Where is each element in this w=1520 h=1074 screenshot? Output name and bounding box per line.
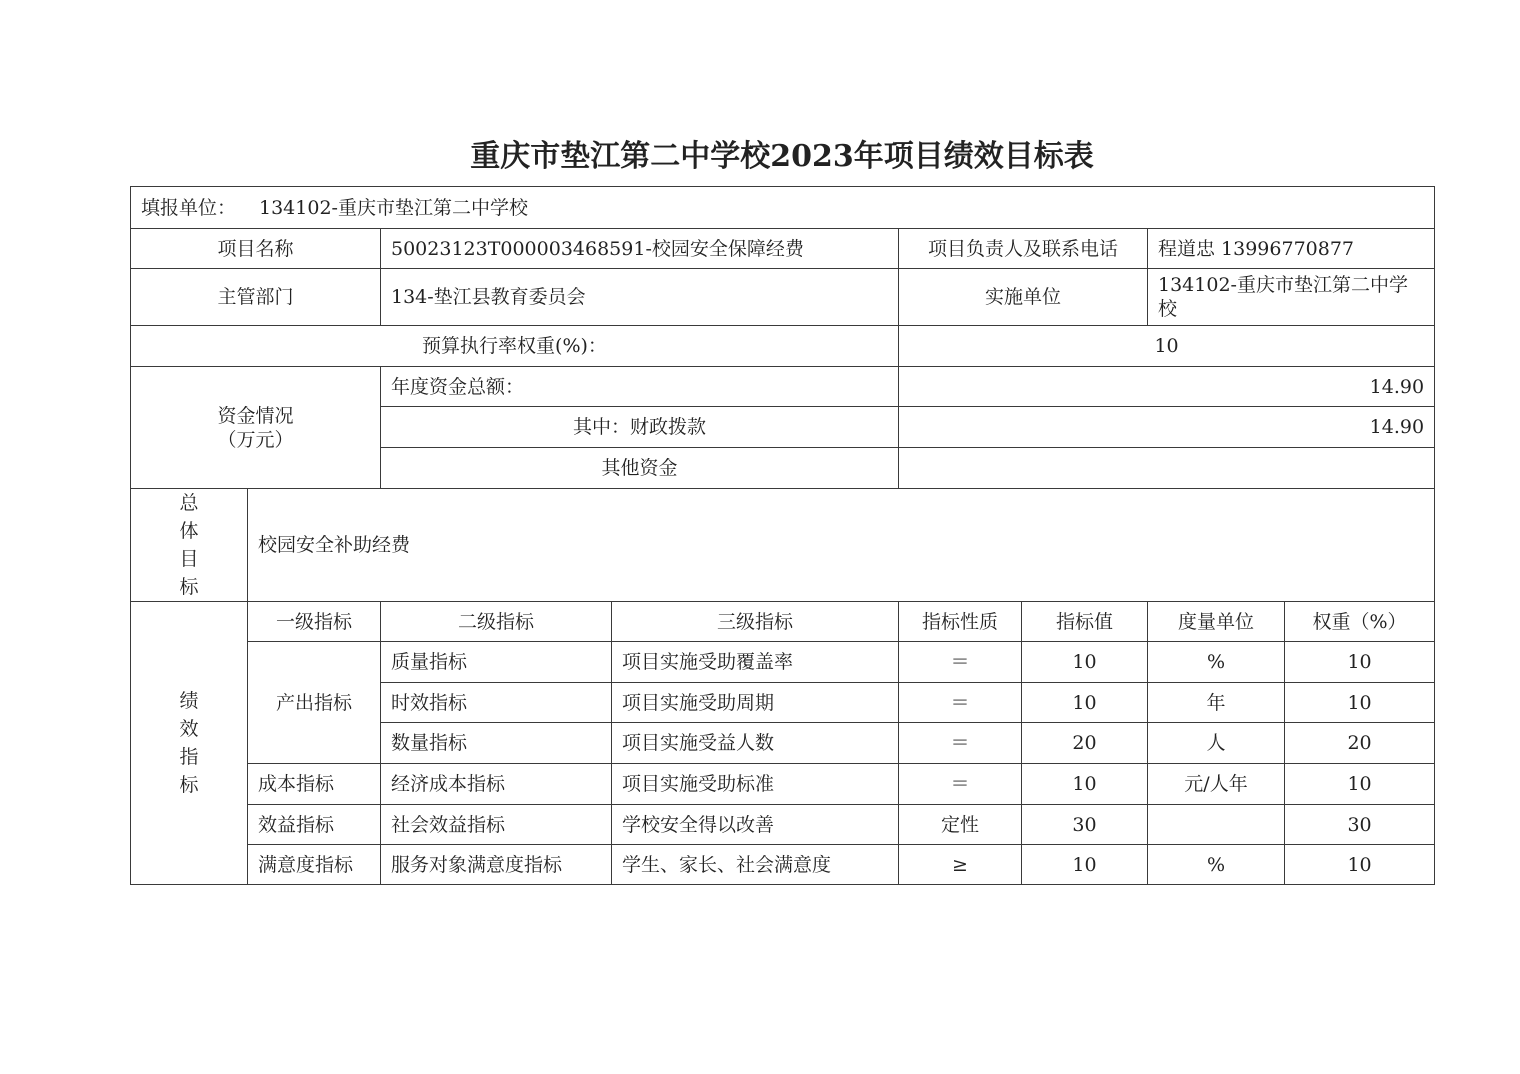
weight-cell: 30 <box>1285 805 1435 845</box>
project-name-row <box>131 229 1435 269</box>
header-level2: 二级指标 <box>381 602 612 642</box>
weight-cell: 10 <box>1285 764 1435 805</box>
level3-cell: 项目实施受益人数 <box>612 723 899 764</box>
funds-label <box>131 367 381 489</box>
table-row <box>131 764 1435 805</box>
header-nature: 指标性质 <box>899 602 1022 642</box>
level3-cell: 学生、家长、社会满意度 <box>612 845 899 885</box>
level3-cell: 项目实施受助周期 <box>612 683 899 723</box>
project-name-label: 项目名称 <box>131 229 381 269</box>
unit-cell: % <box>1148 845 1285 885</box>
unit-cell: 人 <box>1148 723 1285 764</box>
level2-cell: 社会效益指标 <box>381 805 612 845</box>
department-row <box>131 269 1435 326</box>
project-lead-label: 项目负责人及联系电话 <box>899 229 1148 269</box>
project-name-value: 50023123T000003468591-校园安全保障经费 <box>381 229 899 269</box>
indicators-section-label: 绩效指标 <box>179 690 199 796</box>
budget-weight-label: 预算执行率权重(%)： <box>131 326 899 367</box>
project-lead-value: 程道忠 13996770877 <box>1148 229 1435 269</box>
nature-cell: ＝ <box>899 723 1022 764</box>
funds-total-row <box>131 367 1435 407</box>
weight-cell: 10 <box>1285 845 1435 885</box>
table-row <box>131 845 1435 885</box>
level2-cell: 时效指标 <box>381 683 612 723</box>
funds-other-label: 其他资金 <box>381 448 899 489</box>
level3-cell: 项目实施受助覆盖率 <box>612 642 899 683</box>
department-label: 主管部门 <box>131 269 381 326</box>
level1-output: 产出指标 <box>248 642 381 764</box>
value-cell: 10 <box>1022 845 1148 885</box>
value-cell: 30 <box>1022 805 1148 845</box>
value-cell: 10 <box>1022 642 1148 683</box>
funds-total-label: 年度资金总额： <box>381 367 899 407</box>
funds-total-value: 14.90 <box>899 367 1435 407</box>
unit-cell: % <box>1148 642 1285 683</box>
level1-cell: 成本指标 <box>248 764 381 805</box>
weight-cell: 10 <box>1285 642 1435 683</box>
header-weight: 权重（%） <box>1285 602 1435 642</box>
nature-cell: ＝ <box>899 642 1022 683</box>
nature-cell: ＝ <box>899 764 1022 805</box>
unit-cell: 年 <box>1148 683 1285 723</box>
header-level1: 一级指标 <box>248 602 381 642</box>
overall-goal-value: 校园安全补助经费 <box>248 489 1435 602</box>
filing-unit-row <box>131 187 1435 229</box>
department-value: 134-垫江县教育委员会 <box>381 269 899 326</box>
filing-unit-value: 134102-重庆市垫江第二中学校 <box>259 196 528 219</box>
nature-cell: 定性 <box>899 805 1022 845</box>
level2-cell: 经济成本指标 <box>381 764 612 805</box>
filing-unit-label: 填报单位： <box>141 196 237 219</box>
implementing-unit-label: 实施单位 <box>899 269 1148 326</box>
funds-other-value <box>899 448 1435 489</box>
level3-cell: 学校安全得以改善 <box>612 805 899 845</box>
header-level3: 三级指标 <box>612 602 899 642</box>
indicators-header-row <box>131 602 1435 642</box>
performance-target-table <box>130 186 1435 885</box>
level2-cell: 质量指标 <box>381 642 612 683</box>
nature-cell: ≥ <box>899 845 1022 885</box>
funds-label-line2: （万元） <box>217 428 294 451</box>
filing-unit-cell <box>131 187 1435 229</box>
value-cell: 20 <box>1022 723 1148 764</box>
level1-cell: 满意度指标 <box>248 845 381 885</box>
overall-goal-label-cell <box>131 489 248 602</box>
implementing-unit-value: 134102-重庆市垫江第二中学校 <box>1148 269 1435 326</box>
funds-label-line1: 资金情况 <box>217 404 294 427</box>
weight-cell: 10 <box>1285 683 1435 723</box>
nature-cell: ＝ <box>899 683 1022 723</box>
level3-cell: 项目实施受助标准 <box>612 764 899 805</box>
value-cell: 10 <box>1022 683 1148 723</box>
unit-cell <box>1148 805 1285 845</box>
indicators-section-label-cell <box>131 602 248 885</box>
level2-cell: 数量指标 <box>381 723 612 764</box>
overall-goal-label: 总体目标 <box>179 492 199 598</box>
budget-weight-row <box>131 326 1435 367</box>
value-cell: 10 <box>1022 764 1148 805</box>
header-unit: 度量单位 <box>1148 602 1285 642</box>
overall-goal-row <box>131 489 1435 602</box>
weight-cell: 20 <box>1285 723 1435 764</box>
table-row <box>131 642 1435 683</box>
budget-weight-value: 10 <box>899 326 1435 367</box>
level2-cell: 服务对象满意度指标 <box>381 845 612 885</box>
table-row <box>131 805 1435 845</box>
funds-fiscal-value: 14.90 <box>899 407 1435 448</box>
page-title: 重庆市垫江第二中学校2023年项目绩效目标表 <box>470 139 1094 174</box>
funds-fiscal-label: 其中：财政拨款 <box>381 407 899 448</box>
header-value: 指标值 <box>1022 602 1148 642</box>
unit-cell: 元/人年 <box>1148 764 1285 805</box>
level1-cell: 效益指标 <box>248 805 381 845</box>
